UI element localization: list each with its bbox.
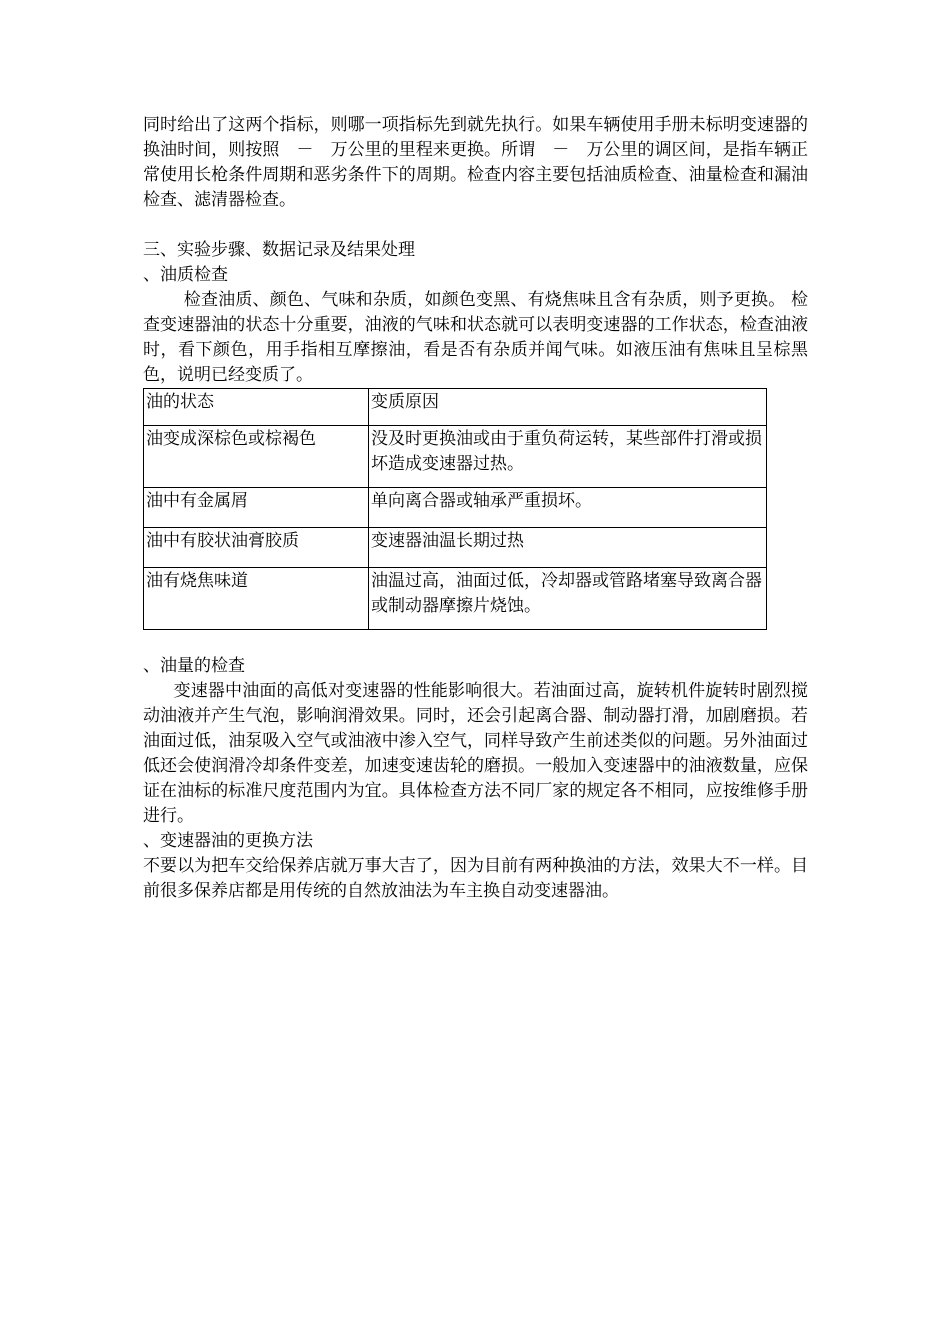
oil-quality-paragraph: 检查油质、颜色、气味和杂质，如颜色变黑、有烧焦味且含有杂质，则予更换。 检查变速器油的状态十分重要，油液的气味和状态就可以表明变速器的工作状态，检查油液时，看下颜色，用手指相互摩擦油，看是否有杂质并闻气味。如液压油有焦味且呈棕黑色，说明已经变质了。: [143, 290, 808, 385]
oil-level-paragraph: 变速器中油面的高低对变速器的性能影响很大。若油面过高，旋转机件旋转时剧烈搅动油液并产生气泡，影响润滑效果。同时，还会引起离合器、制动器打滑，加剧磨损。若油面过低，油泵吸入空气或油液中渗入空气，同样导致产生前述类似的问题。另外油面过低还会使润滑冷却条件变差，加速变速齿轮的磨损。一般加入变速器中的油液数量，应保证在油标的标准尺度范围内为宜。具体检查方法不同厂家的规定各不相同，应按维修手册进行。: [143, 681, 808, 826]
table-row: [144, 528, 767, 568]
table-row: [144, 568, 767, 630]
table-header-cause: 变质原因: [369, 389, 767, 426]
oil-level-heading: 、油量的检查: [143, 656, 245, 676]
table-header-state: 油的状态: [144, 389, 369, 426]
section-title: 三、实验步骤、数据记录及结果处理: [143, 240, 415, 260]
table-row: [144, 488, 767, 528]
table-cell-state: 油中有胶状油膏胶质: [144, 528, 369, 568]
table-row: [144, 426, 767, 488]
intro-paragraph: 同时给出了这两个指标，则哪一项指标先到就先执行。如果车辆使用手册未标明变速器的换油时间，则按照 － 万公里的里程来更换。所谓 － 万公里的调区间，是指车辆正常使用长枪条件周期和恶劣条件下的周期。检查内容主要包括油质检查、油量检查和漏油检查、滤清器检查。: [143, 115, 808, 210]
document-page: [143, 113, 808, 904]
table-cell-state: 油中有金属屑: [144, 488, 369, 528]
table-cell-cause: 单向离合器或轴承严重损坏。: [369, 488, 767, 528]
table-cell-state: 油有烧焦味道: [144, 568, 369, 630]
oil-quality-heading: 、油质检查: [143, 265, 228, 285]
oil-state-table: [143, 388, 767, 630]
table-cell-state: 油变成深棕色或棕褐色: [144, 426, 369, 488]
spacer: [143, 630, 808, 654]
table-cell-cause: 变速器油温长期过热: [369, 528, 767, 568]
table-cell-cause: 油温过高，油面过低，冷却器或管路堵塞导致离合器或制动器摩擦片烧蚀。: [369, 568, 767, 630]
table-cell-cause: 没及时更换油或由于重负荷运转，某些部件打滑或损坏造成变速器过热。: [369, 426, 767, 488]
oil-change-paragraph: 不要以为把车交给保养店就万事大吉了，因为目前有两种换油的方法，效果大不一样。目前很多保养店都是用传统的自然放油法为车主换自动变速器油。: [143, 856, 808, 901]
oil-change-heading: 、变速器油的更换方法: [143, 831, 313, 851]
blank-line: [143, 213, 808, 238]
table-header-row: [144, 389, 767, 426]
